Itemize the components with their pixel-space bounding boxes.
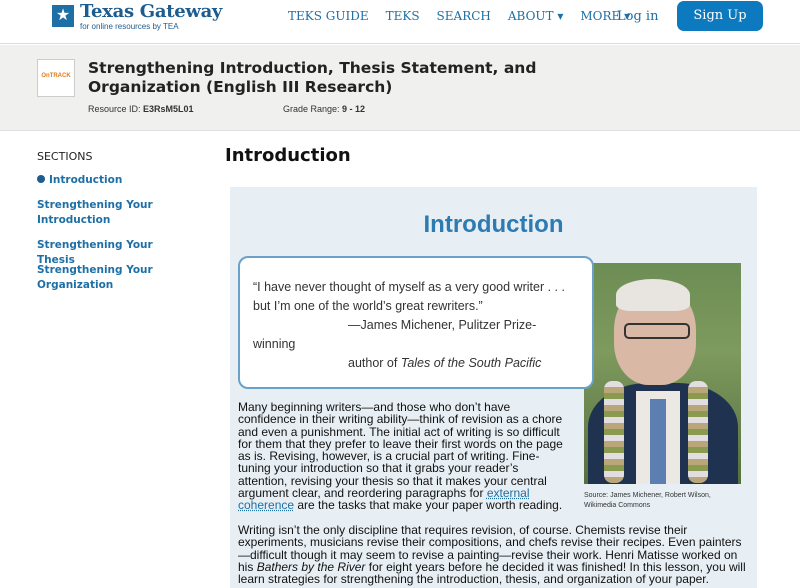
sidebar-item-strengthening-thesis[interactable]: Strengthening Your Thesis <box>37 239 153 266</box>
quote-attribution: winning <box>253 337 296 351</box>
external-coherence-link[interactable]: external coherence <box>238 486 530 513</box>
photo-caption: Source: James Michener, Robert Wilson, Wikimedia Commons <box>584 492 711 509</box>
nav-search[interactable]: SEARCH <box>436 9 491 23</box>
quote-attribution: —James Michener, Pulitzer Prize- <box>348 318 537 332</box>
panel-heading: Introduction <box>423 211 564 238</box>
texas-gateway-logo[interactable] <box>52 2 222 31</box>
main-nav <box>288 9 647 23</box>
sidebar-item-strengthening-introduction[interactable]: Strengthening Your Introduction <box>37 199 153 226</box>
active-dot-icon <box>37 175 45 183</box>
content-panel <box>230 187 757 588</box>
top-navigation-bar <box>0 0 800 44</box>
sidebar-item-introduction[interactable]: Introduction <box>37 173 187 188</box>
nav-teks[interactable]: TEKS <box>385 9 420 23</box>
quote-box <box>238 256 594 389</box>
grade-range: Grade Range: 9 - 12 <box>283 104 366 114</box>
resource-id: Resource ID: E3RsM5L01 <box>88 104 194 114</box>
intro-paragraph-2: Writing isn’t the only discipline that requires revision, of course. Chemists revise their experiments, musicians revise their compositions, and chefs revise their recipes. Even painters—difficult though it may seem to revise a painting—revise their work. Henri Matisse worked on his Bathers by the River for eight years before he decided it was finished! In this lesson, you will learn strategies for strengthening the introduction, thesis, and organization of your paper. <box>238 523 746 587</box>
james-michener-photo <box>584 263 741 484</box>
sections-heading: SECTIONS <box>37 150 93 163</box>
logo-subtitle: for online resources by TEA <box>80 22 179 31</box>
resource-title: Strengthening Introduction, Thesis Statement, and Organization (English III Research) <box>88 59 537 96</box>
quote-attribution: author of Tales of the South Pacific <box>348 356 542 370</box>
resource-header <box>0 45 800 131</box>
quote-line: “I have never thought of myself as a very good writer . . . <box>253 280 565 294</box>
page-title: Introduction <box>225 145 351 166</box>
intro-paragraph-1: Many beginning writers—and those who don’t have confidence in their writing ability—think of revision as a chore and even a punishment. The initial act of writing is so difficult for them that they prefer to leave their first words on the page as is. Revising, however, is a crucial part of writing. Fine-tuning your introduction so that it grabs your reader’s attention, revising your thesis so that it makes your central argument clear, and reordering paragraphs for external coherence are the tasks that make your paper worth reading. <box>238 400 563 513</box>
login-link[interactable]: Log in <box>617 9 659 24</box>
nav-more-dropdown[interactable]: MORE ▾ <box>580 9 631 23</box>
sidebar-item-strengthening-organization[interactable]: Strengthening Your Organization <box>37 264 153 291</box>
star-icon: ★ <box>52 5 74 27</box>
nav-teks-guide[interactable]: TEKS GUIDE <box>288 9 369 23</box>
resource-thumbnail: OnTRACK <box>37 59 75 97</box>
quote-line: but I’m one of the world’s great rewriters.” <box>253 299 483 313</box>
logo-title: Texas Gateway <box>80 1 223 22</box>
signup-button[interactable]: Sign Up <box>677 1 763 31</box>
nav-about-dropdown[interactable]: ABOUT ▾ <box>507 9 564 23</box>
